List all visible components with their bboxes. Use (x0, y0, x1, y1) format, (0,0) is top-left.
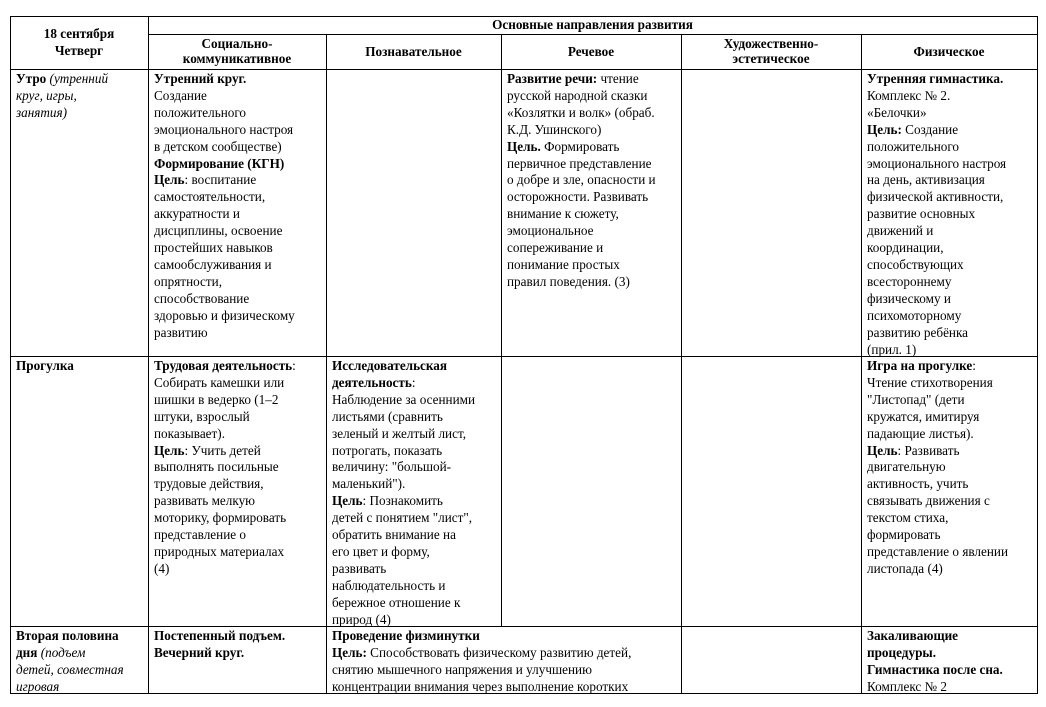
plain-text: : (292, 358, 296, 373)
main-directions-header: Основные направления развития (492, 17, 693, 32)
plain-text: потрогать, показать (332, 442, 443, 458)
text-line (154, 628, 322, 645)
plain-text: чтение (597, 71, 639, 86)
text-line (332, 426, 497, 443)
text-line (867, 409, 1033, 426)
row-label-afternoon (10, 627, 148, 693)
plain-text: всестороннему (867, 273, 952, 289)
text-line (154, 88, 322, 105)
text-line (507, 206, 677, 223)
text-line (154, 325, 322, 342)
plain-text: опрятности, (154, 273, 223, 289)
text-line (154, 645, 322, 662)
plain-text: развивать мелкую (154, 493, 256, 509)
text-line (867, 628, 1033, 645)
plain-text: первичное представление (507, 155, 652, 171)
text-line (867, 156, 1033, 173)
bold-text: Цель: (332, 644, 367, 660)
grid-line (10, 626, 1038, 627)
walk-social-cell (148, 357, 326, 626)
grid-line (1037, 16, 1038, 694)
text-line (154, 139, 322, 156)
plain-text: Способствовать физическому развитию детей, (366, 644, 632, 660)
text-line (867, 206, 1033, 223)
plain-text: его цвет и форму, (332, 543, 430, 559)
text-line (154, 257, 322, 274)
text-line (154, 443, 322, 460)
plain-text: обратить внимание на (332, 527, 456, 543)
plain-text: трудовые действия, (154, 476, 264, 492)
text-line (332, 409, 497, 426)
bold-text: Исследовательская (332, 358, 448, 373)
walk-cognitive-cell (326, 357, 501, 626)
text-line (154, 459, 322, 476)
walk-physical-cell (861, 357, 1037, 626)
plain-text: развитию ребёнка (867, 324, 969, 340)
text-line (332, 662, 677, 679)
bold-text: Вечерний круг. (154, 644, 245, 660)
text-line (154, 375, 322, 392)
text-line (507, 122, 677, 139)
plain-text: развитие основных (867, 206, 976, 222)
text-line (154, 71, 322, 88)
plain-text: показывает). (154, 425, 225, 441)
bold-text: Цель (154, 172, 185, 188)
bold-text: Утренний круг. (154, 71, 247, 86)
plain-text: снятию мышечного напряжения и улучшению (332, 661, 592, 677)
text-line (332, 358, 497, 375)
grid-line (326, 34, 327, 694)
plain-text: «Козлятки и волк» (обраб. (507, 104, 655, 120)
text-line (154, 105, 322, 122)
grid-line (501, 34, 502, 627)
plain-text: самообслуживания и (154, 256, 272, 272)
grid-line (10, 69, 1038, 70)
afternoon-merged-cell (326, 627, 681, 693)
plain-text: активность, учить (867, 476, 969, 492)
text-line (507, 105, 677, 122)
plain-text: развитию (154, 324, 208, 340)
plain-text: дисциплины, освоение (154, 223, 283, 239)
morning-cognitive-cell (326, 70, 501, 356)
bold-text: Формирование (КГН) (154, 155, 285, 171)
bold-text: Развитие речи: (507, 71, 598, 86)
text-line (867, 459, 1033, 476)
text-line (154, 156, 322, 173)
text-line (867, 679, 1033, 693)
plain-text: координации, (867, 240, 944, 256)
text-line (867, 375, 1033, 392)
text-line (332, 459, 497, 476)
area-header-social: Социально- коммуникативное (182, 36, 292, 66)
text-line (507, 88, 677, 105)
plain-text: эмоционального настроя (154, 121, 294, 137)
text-line (154, 223, 322, 240)
text-line (332, 476, 497, 493)
text-line (332, 628, 677, 645)
text-line (332, 493, 497, 510)
text-line (867, 122, 1033, 139)
text-line (154, 510, 322, 527)
plain-text: формировать (867, 527, 941, 543)
text-line (154, 291, 322, 308)
bold-text: Цель. (507, 138, 541, 154)
grid-line (10, 693, 1038, 694)
plain-text: : (972, 358, 976, 373)
text-line (16, 662, 144, 679)
plain-text: : воспитание (184, 172, 257, 188)
plain-text: Комплекс № 2. (867, 87, 951, 103)
text-line (867, 189, 1033, 206)
text-line (867, 105, 1033, 122)
text-line (867, 544, 1033, 561)
plain-text: представление о явлении (867, 543, 1009, 559)
text-line (507, 172, 677, 189)
text-line (867, 561, 1033, 578)
plain-text: (4) (154, 560, 170, 576)
plain-text: наблюдательность и (332, 577, 446, 593)
text-line (332, 578, 497, 595)
area-header-speech: Речевое (567, 44, 615, 59)
bold-text: Цель (332, 493, 363, 509)
text-line (867, 392, 1033, 409)
plain-text: представление о (154, 527, 247, 543)
walk-artistic-cell (681, 357, 861, 626)
bold-text: процедуры. (867, 644, 936, 660)
plain-text: листопада (4) (867, 560, 943, 576)
plain-text: на день, активизация (867, 172, 985, 188)
plain-text: : Познакомить (362, 493, 443, 509)
bold-text: Вторая половина (16, 628, 119, 643)
bold-text: Постепенный подъем. (154, 628, 286, 643)
text-line (154, 409, 322, 426)
plain-text: о добре и зле, опасности и (507, 172, 656, 188)
text-line (154, 426, 322, 443)
plain-text: «Белочки» (867, 104, 927, 120)
text-line (154, 189, 322, 206)
plain-text: падающие листья). (867, 425, 974, 441)
morning-physical-cell (861, 70, 1037, 356)
plain-text: психомоторному (867, 307, 962, 323)
text-line (507, 257, 677, 274)
plain-text: листьями (сравнить (332, 408, 443, 424)
bold-text: Трудовая деятельность (154, 358, 293, 373)
text-line (867, 223, 1033, 240)
row-label-morning: Утро (утренний круг, игры, занятия) (16, 71, 109, 120)
italic-text: детей, совместная (16, 661, 124, 677)
text-line (154, 172, 322, 189)
text-line (332, 595, 497, 612)
plain-text: штуки, взрослый (154, 408, 250, 424)
text-line (867, 476, 1033, 493)
grid-line (148, 16, 149, 694)
plain-text: К.Д. Ушинского) (507, 121, 602, 137)
plain-text: кружатся, имитируя (867, 408, 980, 424)
text-line (332, 527, 497, 544)
text-line (867, 443, 1033, 460)
text-line (867, 325, 1033, 342)
bold-text: Проведение физминутки (332, 628, 480, 643)
text-line (154, 476, 322, 493)
plain-text: Создание (901, 121, 959, 137)
plain-text: эмоционального настроя (867, 155, 1007, 171)
text-line (867, 257, 1033, 274)
walk-speech-cell (501, 357, 681, 626)
grid-line (10, 16, 1038, 17)
text-line (332, 443, 497, 460)
plain-text: положительного (154, 104, 247, 120)
bold-text: деятельность (332, 374, 412, 390)
grid-line (681, 34, 682, 694)
text-line (867, 88, 1033, 105)
row-label-walk: Прогулка (16, 358, 74, 373)
bold-text: дня (16, 644, 38, 660)
morning-artistic-cell (681, 70, 861, 356)
text-line (867, 139, 1033, 156)
text-line (867, 645, 1033, 662)
plain-text: природ (4) (332, 611, 391, 626)
text-line (332, 510, 497, 527)
plain-text: Создание (154, 87, 207, 103)
text-line (507, 156, 677, 173)
bold-text: Гимнастика после сна. (867, 661, 1003, 677)
plain-text: шишки в ведерко (1–2 (154, 391, 279, 407)
grid-line (10, 16, 11, 694)
plain-text: эмоциональное (507, 223, 594, 239)
italic-text: (подъем (37, 644, 86, 660)
plain-text: физической активности, (867, 189, 1004, 205)
plain-text: сопереживание и (507, 240, 604, 256)
plain-text: простейших навыков (154, 240, 273, 256)
plain-text: способствование (154, 290, 250, 306)
plain-text: здоровью и физическому (154, 307, 295, 323)
plain-text: развивать (332, 560, 387, 576)
plain-text: моторику, формировать (154, 510, 287, 526)
plain-text: выполнять посильные (154, 459, 279, 475)
text-line (867, 662, 1033, 679)
text-line (867, 510, 1033, 527)
bold-text: Цель (867, 442, 898, 458)
text-line (154, 544, 322, 561)
plain-text: связывать движения с (867, 493, 990, 509)
text-line (867, 527, 1033, 544)
plain-text: концентрации внимания через выполнение коротких (332, 678, 629, 693)
area-header-cognitive: Познавательное (365, 44, 462, 59)
text-line (16, 679, 144, 693)
afternoon-social-cell (148, 627, 326, 693)
bold-text: Игра на прогулке (867, 358, 973, 373)
text-line (867, 358, 1033, 375)
text-line (16, 628, 144, 645)
text-line (507, 139, 677, 156)
text-line (507, 274, 677, 291)
plain-text: понимание простых (507, 256, 620, 272)
plain-text: в детском сообществе) (154, 138, 282, 154)
text-line (867, 308, 1033, 325)
text-line (867, 71, 1033, 88)
morning-speech-cell (501, 70, 681, 356)
text-line (332, 544, 497, 561)
bold-text: Утренняя гимнастика. (867, 71, 1004, 86)
plain-text: положительного (867, 138, 960, 154)
plain-text: (прил. 1) (867, 341, 917, 356)
plain-text: способствующих (867, 256, 964, 272)
text-line (154, 122, 322, 139)
afternoon-artistic-cell (681, 627, 861, 693)
plain-text: самостоятельности, (154, 189, 266, 205)
plain-text: бережное отношение к (332, 594, 461, 610)
text-line (867, 172, 1033, 189)
text-line (154, 561, 322, 578)
bold-text: Цель (154, 442, 185, 458)
text-line (332, 645, 677, 662)
plain-text: детей с понятием "лист", (332, 510, 473, 526)
morning-social-cell (148, 70, 326, 356)
plain-text: двигательную (867, 459, 946, 475)
text-line (154, 527, 322, 544)
text-line (154, 274, 322, 291)
text-line (154, 493, 322, 510)
text-line (507, 71, 677, 88)
text-line (332, 679, 677, 693)
text-line (507, 223, 677, 240)
plain-text: физическому и (867, 290, 951, 306)
italic-text: игровая (16, 678, 60, 693)
plain-text: Собирать камешки или (154, 374, 285, 390)
text-line (154, 392, 322, 409)
plain-text: "Листопад" (дети (867, 391, 965, 407)
text-line (154, 240, 322, 257)
text-line (867, 240, 1033, 257)
text-line (332, 375, 497, 392)
plain-text: Наблюдение за осенними (332, 391, 476, 407)
date-cell (10, 17, 148, 68)
text-line (507, 240, 677, 257)
weekday: Четверг (54, 42, 104, 58)
text-line (16, 645, 144, 662)
grid-line (10, 356, 1038, 357)
text-line (332, 561, 497, 578)
plain-text: осторожности. Развивать (507, 189, 649, 205)
plain-text: природных материалах (154, 543, 285, 559)
plain-text: правил поведения. (3) (507, 273, 630, 289)
plain-text: зеленый и желтый лист, (332, 425, 467, 441)
plain-text: текстом стиха, (867, 510, 949, 526)
text-line (507, 189, 677, 206)
bold-text: Цель: (867, 121, 902, 137)
plain-text: аккуратности и (154, 206, 240, 222)
text-line (154, 358, 322, 375)
date-day: 18 сентября (43, 26, 115, 41)
area-header-artistic: Художественно- эстетическое (723, 36, 819, 66)
plain-text: : Развивать (897, 442, 960, 458)
area-header-physical: Физическое (913, 44, 985, 59)
text-line (867, 342, 1033, 357)
plain-text: Комплекс № 2 (867, 678, 948, 693)
afternoon-physical-cell (861, 627, 1037, 693)
text-line (867, 274, 1033, 291)
text-line (867, 426, 1033, 443)
grid-line (861, 34, 862, 694)
text-line (332, 612, 497, 626)
plain-text: движений и (867, 223, 934, 239)
plain-text: Чтение стихотворения (867, 374, 993, 390)
text-line (332, 392, 497, 409)
text-line (154, 206, 322, 223)
plain-text: внимание к сюжету, (507, 206, 619, 222)
plain-text: : (411, 374, 416, 390)
grid-line (148, 34, 1038, 35)
plain-text: величину: "большой- (332, 459, 452, 475)
text-line (867, 493, 1033, 510)
plain-text: маленький"). (332, 476, 406, 492)
plain-text: русской народной сказки (507, 87, 648, 103)
text-line (867, 291, 1033, 308)
plain-text: : Учить детей (184, 442, 261, 458)
text-line (154, 308, 322, 325)
bold-text: Закаливающие (867, 628, 959, 643)
plain-text: Формировать (540, 138, 620, 154)
